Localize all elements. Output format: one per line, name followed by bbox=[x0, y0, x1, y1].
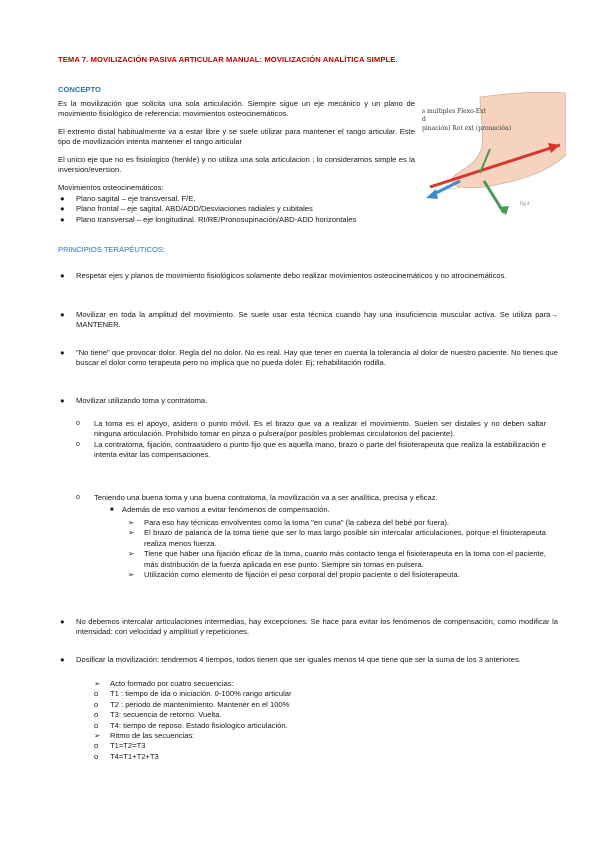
list-item: ➢ Utilización como elemento de fijación el peso corporal del propio paciente o del fisioterapeuta. bbox=[128, 570, 460, 580]
list-item: ➢ Acto formado por cuatro secuencias: bbox=[94, 679, 234, 688]
principios-list-6 bbox=[58, 655, 558, 665]
list-item: ● "No tiene" que provocar dolor. Regla del no dolor. No es real. Hay que tener en cuenta la tolerancia al dolor de nuestro paciente. No tienes que buscar el dolor como terapeuta pero no implica que no pueda doler. Ej; rehabilitación rodilla. bbox=[60, 348, 558, 368]
toma-list bbox=[76, 419, 546, 461]
principios-list-5 bbox=[58, 617, 558, 638]
list-item: ● Dosificar la movilización: tendremos 4 tiempos, todos tienen que ser iguales menos t4 que tiene que ser la suma de los 3 anteriores. bbox=[60, 655, 521, 664]
list-item: o La toma es el apoyo, asidero o punto móvil. Es el brazo que va a realizar el movimiento. Suelen ser distales y no deben saltar ninguna articulación. Prohibido tomar en pinza o pulsera(por posibles problemas circulatorios del paciente). bbox=[76, 419, 546, 439]
movimientos-label: Movimientos osteocinemáticos: bbox=[58, 183, 164, 192]
list-item: ➢ Para eso hay técnicas envolventes como la toma "en cuna" (la cabeza del bebé por fuera). bbox=[128, 518, 450, 527]
figure-caption-line-3: pinación) Rot ext (pronación) bbox=[422, 125, 512, 132]
list-item: ■ Además de eso vamos a evitar fenómenos de compensación. bbox=[110, 505, 330, 514]
dosificar-list bbox=[94, 679, 544, 762]
list-item: ➢ Tiene que haber una fijación eficaz de la toma, cuanto más contacto tenga el fisioterapeuta en la toma con el paciente, más distribución de la fuerza aplicada en ese punto. Siempre sin tomas en pulsera. bbox=[128, 549, 546, 569]
foot-illustration bbox=[420, 85, 566, 215]
concepto-heading: CONCEPTO bbox=[58, 85, 101, 94]
principios-list-4 bbox=[58, 396, 558, 406]
list-item: o T4=T1+T2+T3 bbox=[94, 751, 159, 761]
figure-caption-line-2: d bbox=[422, 116, 426, 123]
compensacion-label-list bbox=[110, 505, 546, 515]
concepto-paragraph-1: Es la movilización que solicita una sola articulación. Siempre sigue un eje mecánico y un plano de movimiento fisiológico de referencia: movimientos osteocinemáticos. bbox=[58, 99, 415, 119]
foot-axes-figure bbox=[420, 85, 566, 215]
principios-list-1 bbox=[58, 271, 558, 281]
list-item: o La contratoma, fijación, contraasidero o punto fijo que es aquella mano, brazo o parte del fisioterapeuta que realiza la estabilización e intenta evitar las compensaciones. bbox=[76, 439, 546, 460]
figure-label: Fig 4 bbox=[520, 201, 530, 206]
buena-toma-list bbox=[76, 493, 546, 503]
movimientos-list bbox=[58, 194, 418, 225]
compensacion-list bbox=[128, 518, 546, 580]
figure-caption-line-1: s multiples Flexo-Ext bbox=[422, 108, 486, 115]
list-item: ➢ Ritmo de las secuencias: bbox=[94, 731, 195, 741]
list-item: o Teniendo una buena toma y una buena contratoma, la movilización va a ser analítica, precisa y eficaz. bbox=[76, 493, 438, 502]
concepto-paragraph-3: El unico eje que no es fisiologico (henkle) y no utiliza una sola articulacion ; lo consideramos simple es la inversion/eversion. bbox=[58, 155, 415, 175]
concepto-paragraph-2: El extremo distal habitualmente va a estar libre y se suele utilizar para mantener el rango articular. Este tipo de movilización intenta mantener el rango articular bbox=[58, 127, 415, 147]
list-item: o T1=T2=T3 bbox=[94, 741, 146, 751]
list-item: ● Respetar ejes y planos de movimiento fisiológicos solamente debo realizar movimientos osteocinemáticos y no atrocinemáticos. bbox=[60, 271, 507, 280]
list-item: o T4: tiempo de reposo. Estado fisiologico articulación. bbox=[94, 720, 288, 730]
list-item: ● Plano sagital – eje transversal. F/E. bbox=[60, 194, 196, 203]
list-item: ● Movilizar en toda la amplitud del movimiento. Se suele usar esta técnica cuando hay una insuficiencia muscular activa. Se utiliza para→ MANTENER. bbox=[60, 310, 558, 330]
list-item: o T2 : periodo de mantenimiento. Mantener en el 100% bbox=[94, 699, 290, 709]
list-item: o T3: secuencia de retorno. Vuelta. bbox=[94, 710, 222, 720]
list-item: ● No debemos intercalar articulaciones intermedias, hay excepciones. Se hace para evitar los fenómenos de compensación, como modificar la intensidad: con velocidad y amplitud y repeticiones. bbox=[60, 617, 558, 637]
list-item: ● Plano transversal – eje longitudinal. RI/RE/Pronosupinación/ABD-ADD horizontales bbox=[60, 214, 357, 224]
list-item: ● Plano frontal – eje sagital. ABD/ADD/Desviaciones radiales y cubitales bbox=[60, 204, 313, 214]
list-item: ➢ El brazo de palanca de la toma tiene que ser lo mas largo posible sin intercalar articulaciones, porque el fisioterapeuta realiza menos fuerza. bbox=[128, 528, 546, 548]
list-item: ● Movilizar utilizando toma y contratoma. bbox=[60, 396, 208, 405]
document-title: TEMA 7. MOVILIZACIÓN PASIVA ARTICULAR MANUAL: MOVILIZACIÓN ANALÍTICA SIMPLE. bbox=[58, 55, 398, 64]
principios-list-2 bbox=[58, 310, 558, 331]
principios-heading: PRINCIPIOS TERAPÉUTICOS: bbox=[58, 245, 166, 254]
list-item: o T1 : tiempo de ida o iniciación. 0-100% rango articular bbox=[94, 689, 292, 699]
principios-list-3 bbox=[58, 348, 558, 369]
